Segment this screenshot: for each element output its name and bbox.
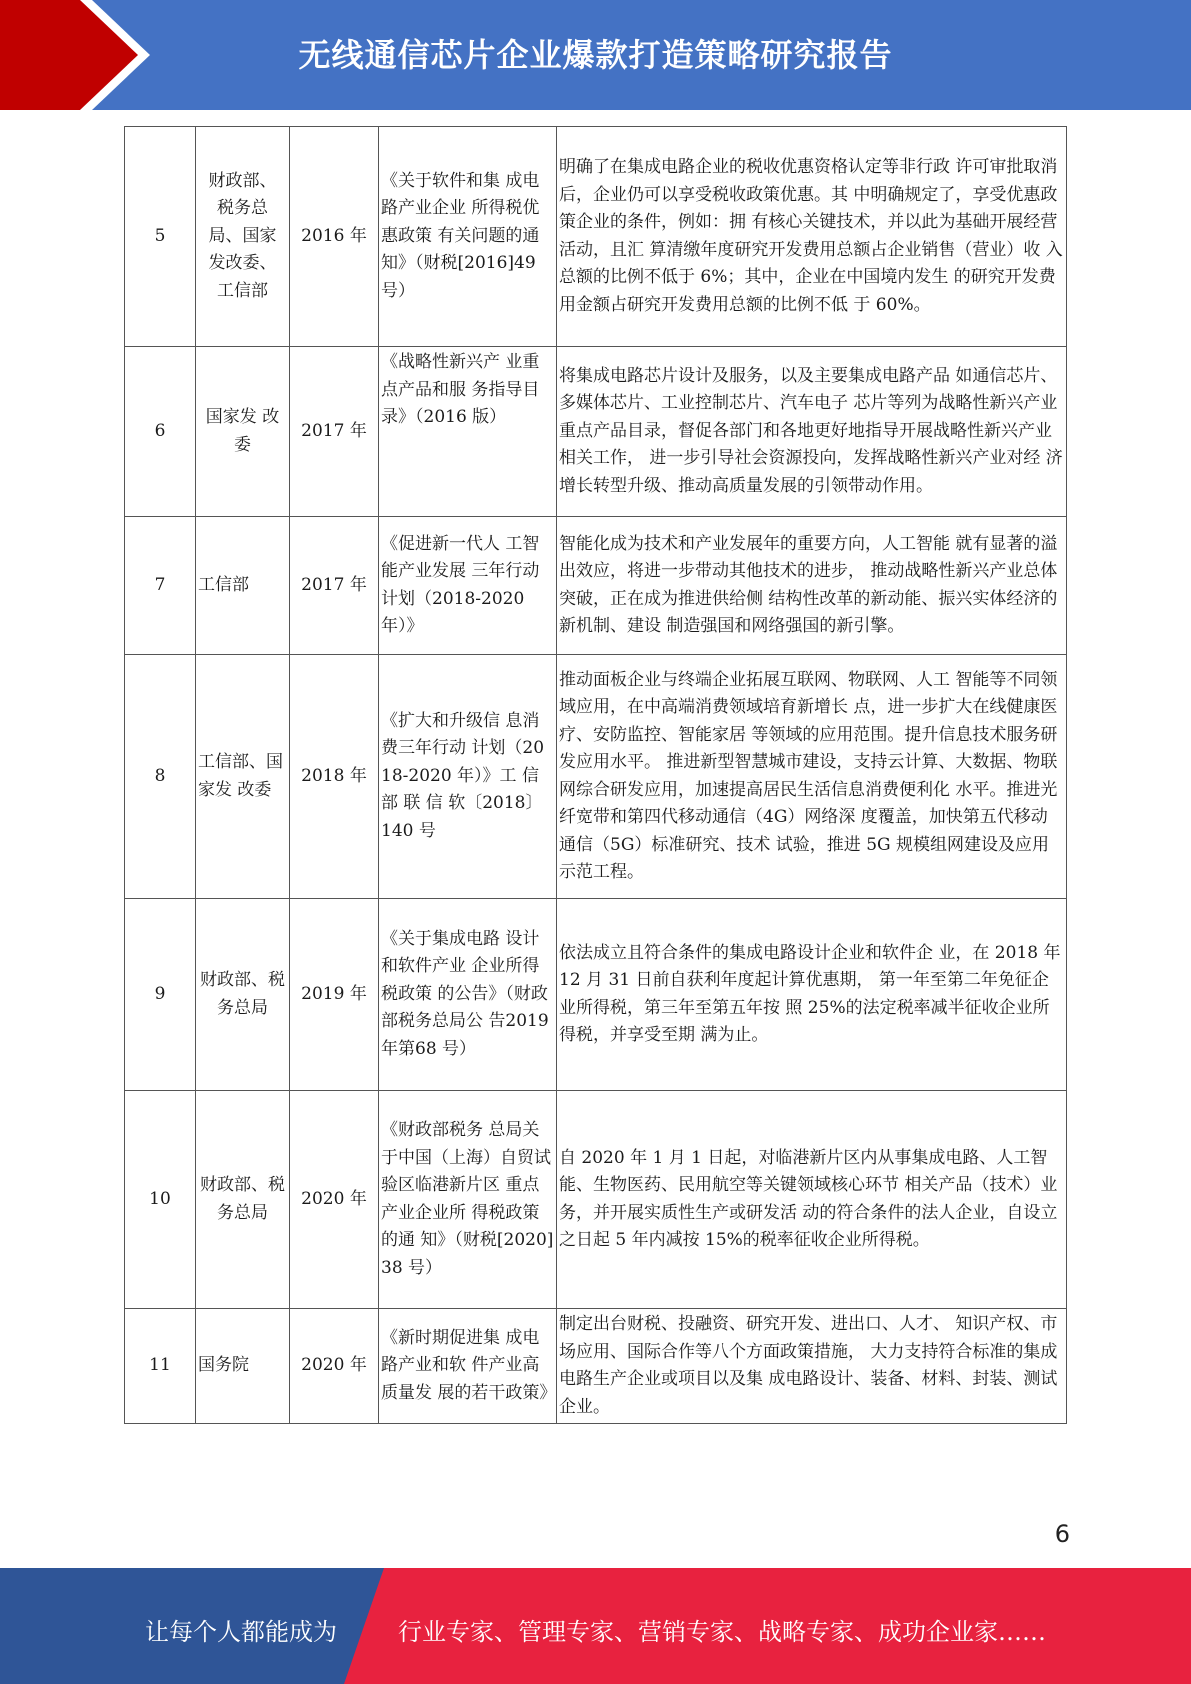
row-number: 10 — [125, 1091, 196, 1309]
policy-title-cell: 《新时期促进集 成电路产业和软 件产业高质量发 展的若干政策》 — [379, 1309, 557, 1424]
row-number: 7 — [125, 517, 196, 655]
department-cell: 工信部、国家发 改委 — [196, 655, 290, 899]
policy-title-cell: 《促进新一代人 工智能产业发展 三年行动计划（2018-2020 年）》 — [379, 517, 557, 655]
table-row — [125, 1309, 1067, 1424]
policy-title-cell: 《战略性新兴产 业重点产品和服 务指导目录》（2016 版） — [379, 347, 557, 517]
page-header — [0, 0, 1191, 110]
table-row — [125, 899, 1067, 1091]
year-cell: 2018 年 — [290, 655, 379, 899]
policy-title-cell: 《关于集成电路 设计和软件产业 企业所得税政策 的公告》（财政 部税务总局公 告2019年第68 号） — [379, 899, 557, 1091]
policy-description-cell: 智能化成为技术和产业发展年的重要方向，人工智能 就有显著的溢出效应，将进一步带动其他技术的进步， 推动战略性新兴产业总体突破，正在成为推进供给侧 结构性改革的新动能、振兴实体经济的新机制、建设 制造强国和网络强国的新引擎。 — [557, 517, 1067, 655]
policy-title-cell: 《关于软件和集 成电路产业企业 所得税优惠政策 有关问题的通 知》（财税[2016]49 号） — [379, 127, 557, 347]
policy-description-cell: 自 2020 年 1 月 1 日起，对临港新片区内从事集成电路、人工智能、生物医药、民用航空等关键领域核心环节 相关产品（技术）业务，并开展实质性生产或研发活 动的符合条件的法人企业，自设立之日起 5 年内减按 15%的税率征收企业所得税。 — [557, 1091, 1067, 1309]
department-cell: 工信部 — [196, 517, 290, 655]
row-number: 9 — [125, 899, 196, 1091]
table-row — [125, 517, 1067, 655]
year-cell: 2019 年 — [290, 899, 379, 1091]
year-cell: 2017 年 — [290, 347, 379, 517]
policy-title-cell: 《财政部税务 总局关于中国（上海）自贸试 验区临港新片区 重点产业企业所 得税政策的通 知》（财税[2020]38 号） — [379, 1091, 557, 1309]
policy-table — [124, 126, 1067, 1424]
year-cell: 2016 年 — [290, 127, 379, 347]
footer-slogan-left: 让每个人都能成为 — [145, 1618, 337, 1646]
row-number: 11 — [125, 1309, 196, 1424]
row-number: 8 — [125, 655, 196, 899]
department-cell: 财政部、 税务总 局、国家 发改委、 工信部 — [196, 127, 290, 347]
department-cell: 财政部、税务总局 — [196, 899, 290, 1091]
page-footer — [0, 1568, 1191, 1684]
department-cell: 财政部、税务总局 — [196, 1091, 290, 1309]
year-cell: 2020 年 — [290, 1309, 379, 1424]
row-number: 5 — [125, 127, 196, 347]
policy-description-cell: 明确了在集成电路企业的税收优惠资格认定等非行政 许可审批取消后，企业仍可以享受税收政策优惠。其 中明确规定了，享受优惠政策企业的条件，例如：拥 有核心关键技术，并以此为基础开展经营活动，且汇 算清缴年度研究开发费用总额占企业销售（营业）收 入总额的比例不低于 6%；其中，企业在中国境内发生 的研究开发费用金额占研究开发费用总额的比例不低 于 60%。 — [557, 127, 1067, 347]
department-cell: 国务院 — [196, 1309, 290, 1424]
table-row — [125, 1091, 1067, 1309]
policy-description-cell: 将集成电路芯片设计及服务，以及主要集成电路产品 如通信芯片、多媒体芯片、工业控制芯片、汽车电子 芯片等列为战略性新兴产业重点产品目录，督促各部门和各地更好地指导开展战略性新兴产业相关工作， 进一步引导社会资源投向，发挥战略性新兴产业对经 济增长转型升级、推动高质量发展的引领带动作用。 — [557, 347, 1067, 517]
year-cell: 2020 年 — [290, 1091, 379, 1309]
policy-title-cell: 《扩大和升级信 息消费三年行动 计划（2018-2020 年）》工 信 部 联 信 软〔2018〕 140 号 — [379, 655, 557, 899]
year-cell: 2017 年 — [290, 517, 379, 655]
table-row — [125, 127, 1067, 347]
department-cell: 国家发 改委 — [196, 347, 290, 517]
page-number: 6 — [1054, 1520, 1070, 1548]
policy-description-cell: 推动面板企业与终端企业拓展互联网、物联网、人工 智能等不同领域应用，在中高端消费领域培育新增长 点，进一步扩大在线健康医疗、安防监控、智能家居 等领域的应用范围。提升信息技术服务研发应用水平。 推进新型智慧城市建设，支持云计算、大数据、物联 网综合研发应用，加速提高居民生活信息消费便利化 水平。推进光纤宽带和第四代移动通信（4G）网络深 度覆盖，加快第五代移动通信（5G）标准研究、技术 试验，推进 5G 规模组网建设及应用示范工程。 — [557, 655, 1067, 899]
row-number: 6 — [125, 347, 196, 517]
policy-description-cell: 依法成立且符合条件的集成电路设计企业和软件企 业，在 2018 年 12 月 31 日前自获利年度起计算优惠期， 第一年至第二年免征企业所得税，第三年至第五年按 照 25%的法定税率减半征收企业所得税，并享受至期 满为止。 — [557, 899, 1067, 1091]
table-row — [125, 347, 1067, 517]
table-row — [125, 655, 1067, 899]
footer-slogan-right: 行业专家、管理专家、营销专家、战略专家、成功企业家…… — [398, 1618, 1046, 1646]
report-title: 无线通信芯片企业爆款打造策略研究报告 — [298, 36, 893, 74]
policy-description-cell: 制定出台财税、投融资、研究开发、进出口、人才、 知识产权、市场应用、国际合作等八个方面政策措施， 大力支持符合标准的集成电路生产企业或项目以及集 成电路设计、装备、材料、封装、测试企业。 — [557, 1309, 1067, 1424]
